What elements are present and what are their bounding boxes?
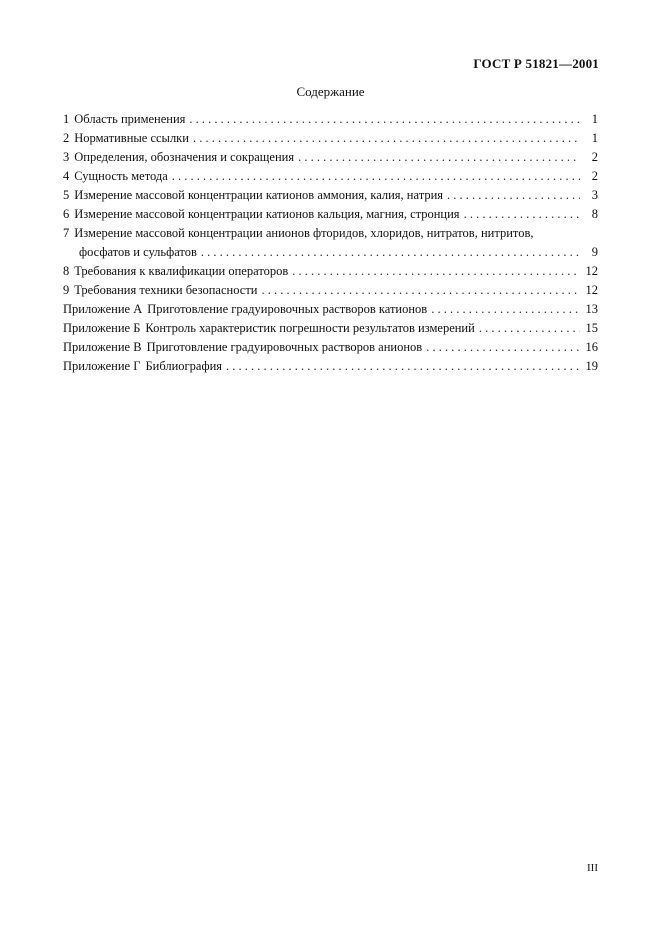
dot-leader — [189, 110, 580, 129]
toc-entry-7[interactable] — [63, 224, 598, 243]
toc-entry-number: Приложение Б — [63, 321, 141, 335]
toc-entry-number: 4 — [63, 169, 70, 183]
toc-entry-title: Нормативные ссылки — [74, 131, 189, 145]
toc-entry-page: 13 — [585, 302, 598, 316]
dot-leader — [201, 243, 580, 262]
toc-entry-page: 1 — [591, 112, 598, 126]
toc-entry-title: Библиография — [145, 359, 223, 373]
toc-entry-number: 6 — [63, 207, 70, 221]
dot-leader — [447, 186, 580, 205]
toc-entry-page: 9 — [591, 245, 598, 259]
toc-entry-number: 3 — [63, 150, 70, 164]
dot-leader — [193, 129, 580, 148]
toc-entry-title: Требования к квалификации операторов — [74, 264, 289, 278]
toc-entry-title: Сущность метода — [74, 169, 168, 183]
table-of-contents — [63, 110, 598, 376]
toc-entry-number: Приложение А — [63, 302, 143, 316]
toc-entry-8[interactable] — [63, 262, 598, 281]
toc-entry-page: 12 — [585, 264, 598, 278]
toc-entry-appendix-a[interactable] — [63, 300, 598, 319]
toc-entry-title: Требования техники безопасности — [74, 283, 258, 297]
toc-entry-title: Измерение массовой концентрации катионов аммония, калия, натрия — [74, 188, 444, 202]
dot-leader — [261, 281, 580, 300]
toc-entry-appendix-g[interactable] — [63, 357, 598, 376]
dot-leader — [431, 300, 580, 319]
document-code: ГОСТ Р 51821—2001 — [473, 56, 599, 71]
toc-entry-4[interactable] — [63, 167, 598, 186]
toc-entry-number: 2 — [63, 131, 70, 145]
toc-entry-page: 12 — [585, 283, 598, 297]
dot-leader — [172, 167, 580, 186]
toc-entry-title: Контроль характеристик погрешности результатов измерений — [145, 321, 475, 335]
toc-entry-7-continuation[interactable] — [63, 243, 598, 262]
toc-entry-page: 2 — [591, 150, 598, 164]
toc-entry-number: 1 — [63, 112, 70, 126]
dot-leader — [426, 338, 580, 357]
toc-entry-title: Приготовление градуировочных растворов катионов — [147, 302, 428, 316]
toc-entry-page: 2 — [591, 169, 598, 183]
toc-entry-9[interactable] — [63, 281, 598, 300]
toc-entry-title: Определения, обозначения и сокращения — [74, 150, 295, 164]
toc-entry-page: 16 — [585, 340, 598, 354]
toc-entry-number: 9 — [63, 283, 70, 297]
toc-entry-page: 3 — [591, 188, 598, 202]
page-number: III — [587, 862, 598, 874]
toc-entry-appendix-v[interactable] — [63, 338, 598, 357]
toc-entry-title: Измерение массовой концентрации катионов кальция, магния, стронция — [74, 207, 460, 221]
toc-entry-number: Приложение В — [63, 340, 142, 354]
toc-entry-title: Область применения — [74, 112, 186, 126]
toc-entry-appendix-b[interactable] — [63, 319, 598, 338]
toc-entry-5[interactable] — [63, 186, 598, 205]
toc-title: Содержание — [296, 84, 365, 99]
toc-entry-number: 7 — [63, 226, 70, 240]
toc-entry-title-continuation: фосфатов и сульфатов — [79, 245, 197, 259]
dot-leader — [292, 262, 580, 281]
dot-leader — [464, 205, 580, 224]
toc-entry-page: 1 — [591, 131, 598, 145]
toc-entry-1[interactable] — [63, 110, 598, 129]
toc-entry-page: 19 — [585, 359, 598, 373]
toc-entry-2[interactable] — [63, 129, 598, 148]
dot-leader — [479, 319, 580, 338]
toc-entry-6[interactable] — [63, 205, 598, 224]
toc-entry-title: Измерение массовой концентрации анионов фторидов, хлоридов, нитратов, нитритов, — [74, 226, 534, 240]
toc-entry-title: Приготовление градуировочных растворов анионов — [146, 340, 423, 354]
dot-leader — [298, 148, 580, 167]
toc-entry-3[interactable] — [63, 148, 598, 167]
toc-entry-page: 8 — [591, 207, 598, 221]
toc-entry-number: 8 — [63, 264, 70, 278]
toc-entry-number: 5 — [63, 188, 70, 202]
dot-leader — [226, 357, 580, 376]
toc-entry-page: 15 — [585, 321, 598, 335]
toc-entry-number: Приложение Г — [63, 359, 141, 373]
